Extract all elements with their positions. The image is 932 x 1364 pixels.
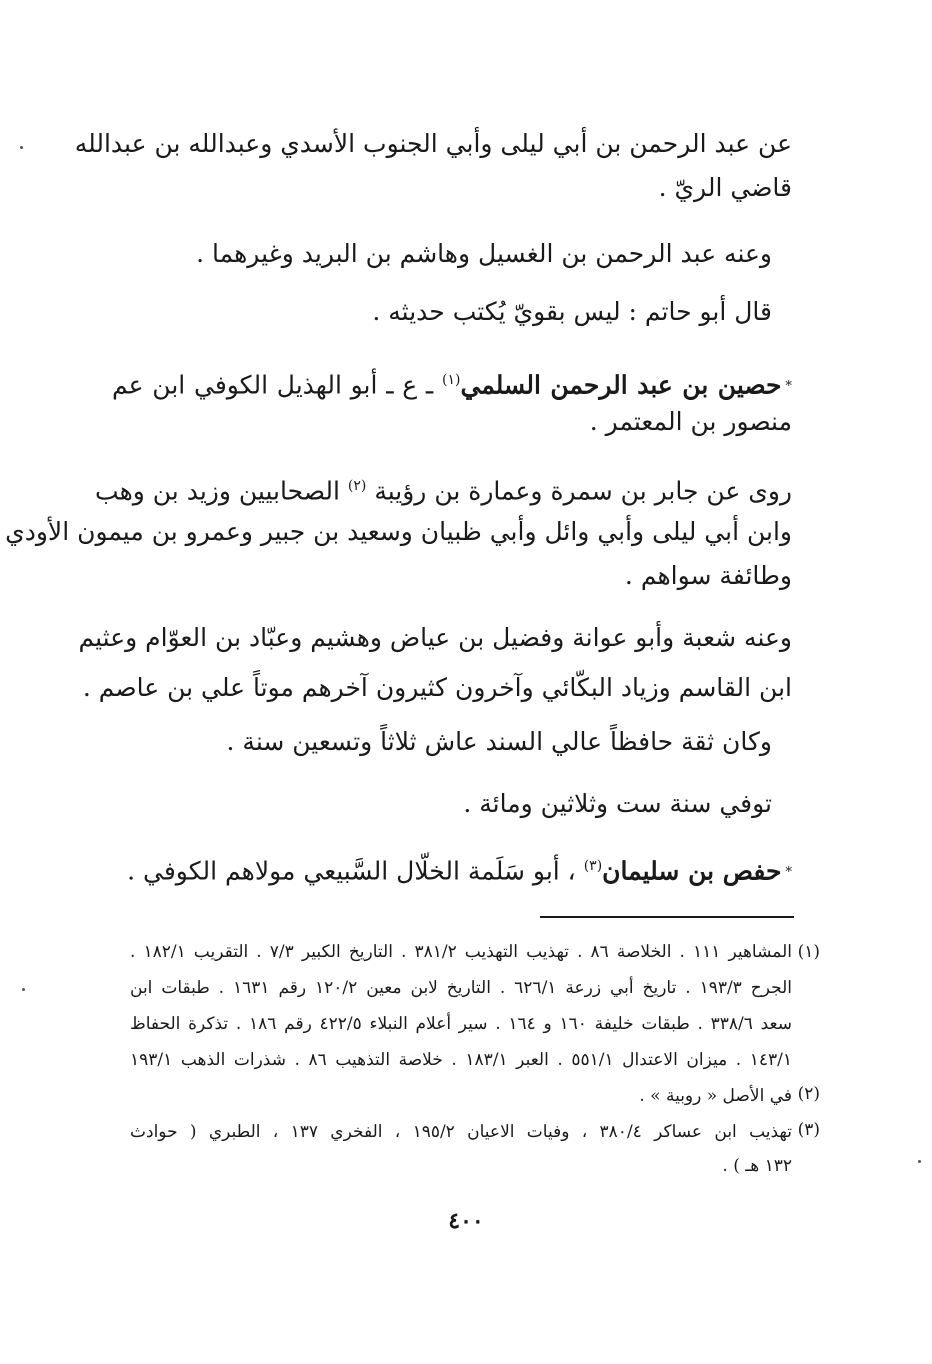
entry2-heading-line1 xyxy=(112,364,792,403)
footnote-ref-3: (٣) xyxy=(583,858,603,874)
scan-speck xyxy=(918,1160,921,1163)
entry1-students: وعنه عبد الرحمن بن الغسيل وهاشم بن البريد وغيرهما . xyxy=(196,239,772,268)
scan-speck xyxy=(20,146,23,149)
entry-star-marker: * xyxy=(785,864,792,880)
entry3-heading-rest: ، أبو سَلَمة الخلّال السَّبيعي مولاهم الكوفي . xyxy=(127,856,576,886)
entry2-narrated-end: الصحابيين وزيد بن وهب xyxy=(95,476,340,506)
entry2-heading-rest: ـ ع ـ أبو الهذيل الكوفي ابن عم xyxy=(112,370,434,400)
scan-speck xyxy=(22,988,25,991)
footnote-1-line-2: الجرح ١٩٣/٣ . تاريخ أبي زرعة ٦٢٦/١ . التاريخ لابن معين ١٢٠/٢ رقم ١٦٣١ . طبقات ابن xyxy=(130,978,792,998)
footnote-number-2: (٢) xyxy=(797,1084,820,1104)
entry3-heading xyxy=(127,850,792,889)
footnote-number-1: (١) xyxy=(797,942,820,962)
footnote-separator xyxy=(540,916,794,918)
footnote-3-line-2: ١٣٢ هـ ) . xyxy=(722,1156,792,1176)
footnote-3-line-1: تهذيب ابن عساكر ٣٨٠/٤ ، وفيات الاعيان ١٩٥/٢ ، الفخري ١٣٧ ، الطبري ( حوادث xyxy=(130,1122,792,1142)
entry2-heading-line2: منصور بن المعتمر . xyxy=(589,407,792,436)
entry2-students-line2: ابن القاسم وزياد البكّائي وآخرون كثيرون آخرهم موتاً علي بن عاصم . xyxy=(82,673,792,702)
entry2-narrated-line3: وطائفة سواهم . xyxy=(624,561,792,590)
footnote-1-line-3: سعد ٣٣٨/٦ . طبقات خليفة ١٦٠ و ١٦٤ . سير أعلام النبلاء ٤٢٢/٥ رقم ١٨٦ . تذكرة الحفاظ xyxy=(130,1014,792,1034)
entry2-students-line1: وعنه شعبة وأبو عوانة وفضيل بن عياض وهشيم وعبّاد بن العوّام وعثيم xyxy=(78,623,792,652)
entry2-grade: وكان ثقة حافظاً عالي السند عاش ثلاثاً وتسعين سنة . xyxy=(226,727,772,756)
entry2-narrated-start: روى عن جابر بن سمرة وعمارة بن رؤيبة xyxy=(374,476,792,506)
footnote-ref-2: (٢) xyxy=(347,478,367,494)
page-number: ٤٠٠ xyxy=(448,1208,484,1234)
entry2-narrated-line2: وابن أبي ليلى وأبي وائل وأبي ظبيان وسعيد بن جبير وعمرو بن ميمون الأودي xyxy=(5,517,792,546)
entry1-line1: عن عبد الرحمن بن أبي ليلى وأبي الجنوب الأسدي وعبدالله بن عبدالله xyxy=(74,129,792,158)
footnote-2-line-1: في الأصل « روبية » . xyxy=(639,1086,792,1106)
footnote-ref-1: (١) xyxy=(442,372,461,388)
entry1-verdict: قال أبو حاتم : ليس بقويّ يُكتب حديثه . xyxy=(372,297,772,326)
entry2-death: توفي سنة ست وثلاثين ومائة . xyxy=(463,789,772,818)
footnote-1-line-4: ١٤٣/١ . ميزان الاعتدال ٥٥١/١ . العبر ١٨٣/١ . خلاصة التذهيب ٨٦ . شذرات الذهب ١٩٣/١ xyxy=(130,1050,793,1070)
entry3-name: حفص بن سليمان xyxy=(602,856,782,886)
footnote-number-3: (٣) xyxy=(797,1120,820,1140)
entry2-name: حصين بن عبد الرحمن السلمي xyxy=(460,370,782,400)
entry1-line2: قاضي الريّ . xyxy=(658,173,792,202)
footnote-1-line-1: المشاهير ١١١ . الخلاصة ٨٦ . تهذيب التهذيب ٣٨١/٢ . التاريخ الكبير ٧/٣ . التقريب ١٨٢/١ . xyxy=(130,942,793,962)
entry-star-marker: * xyxy=(785,378,792,394)
entry2-narrated-line1 xyxy=(95,470,792,507)
